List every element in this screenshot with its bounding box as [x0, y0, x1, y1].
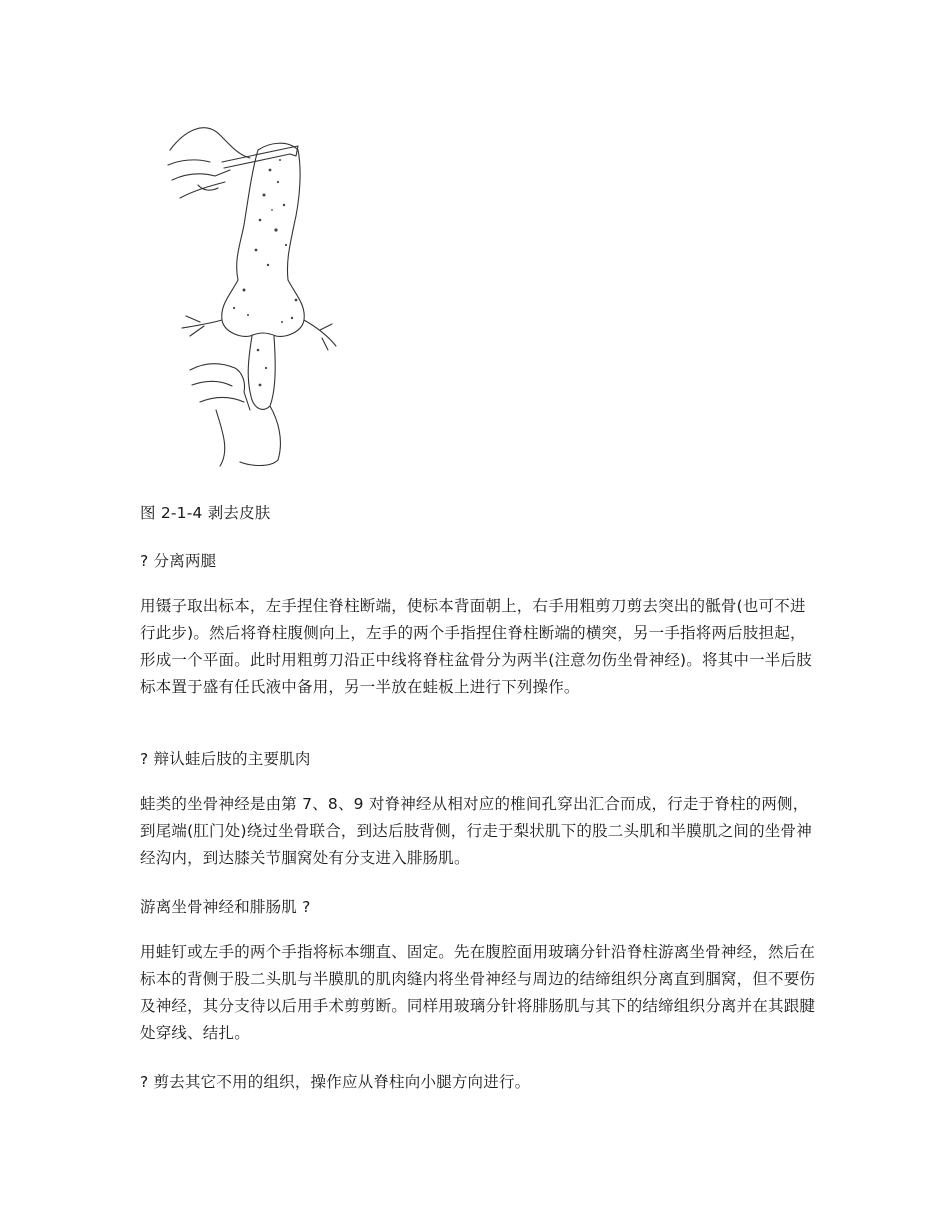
section-paragraph-free-nerve: 用蛙钉或左手的两个手指将标本绷直、固定。先在腹腔面用玻璃分针沿脊柱游离坐骨神经，然后在标本的背侧于股二头肌与半膜肌的肌肉缝内将坐骨神经与周边的结缔组织分离直到腘窝，但不要伤及神经，其分支待以后用手术剪剪断。同样用玻璃分针将腓肠肌与其下的结缔组织分离并在其跟腱处穿线、结扎。 — [140, 943, 816, 1042]
section-heading-identify-muscles: ? 辩认蛙后肢的主要肌肉 — [140, 750, 311, 768]
frog-skinning-illustration-icon — [160, 110, 350, 470]
section-heading-free-nerve: 游离坐骨神经和腓肠肌 ? — [140, 898, 311, 916]
figure-caption: 图 2-1-4 剥去皮肤 — [140, 504, 271, 522]
section-heading-separate-legs: ? 分离两腿 — [140, 552, 217, 570]
section-paragraph-separate-legs: 用镊子取出标本，左手捏住脊柱断端，使标本背面朝上，右手用粗剪刀剪去突出的骶骨(也可不进行此步)。然后将脊柱腹侧向上，左手的两个手指捏住脊柱断端的横突，另一手指将两后肢担起，形成一个平面。此时用粗剪刀沿正中线将脊柱盆骨分为两半(注意勿伤坐骨神经)。将其中一半后肢标本置于盛有任氏液中备用，另一半放在蛙板上进行下列操作。 — [140, 597, 812, 696]
section-heading-cut-tissue: ? 剪去其它不用的组织，操作应从脊柱向小腿方向进行。 — [140, 1073, 531, 1091]
section-paragraph-identify-muscles: 蛙类的坐骨神经是由第 7、8、9 对脊神经从相对应的椎间孔穿出汇合而成，行走于脊柱的两侧，到尾端(肛门处)绕过坐骨联合，到达后肢背侧，行走于梨状肌下的股二头肌和半膜肌之间的坐骨神经沟内，到达膝关节腘窝处有分支进入腓肠肌。 — [140, 795, 812, 867]
frog-skinning-figure — [160, 110, 350, 470]
